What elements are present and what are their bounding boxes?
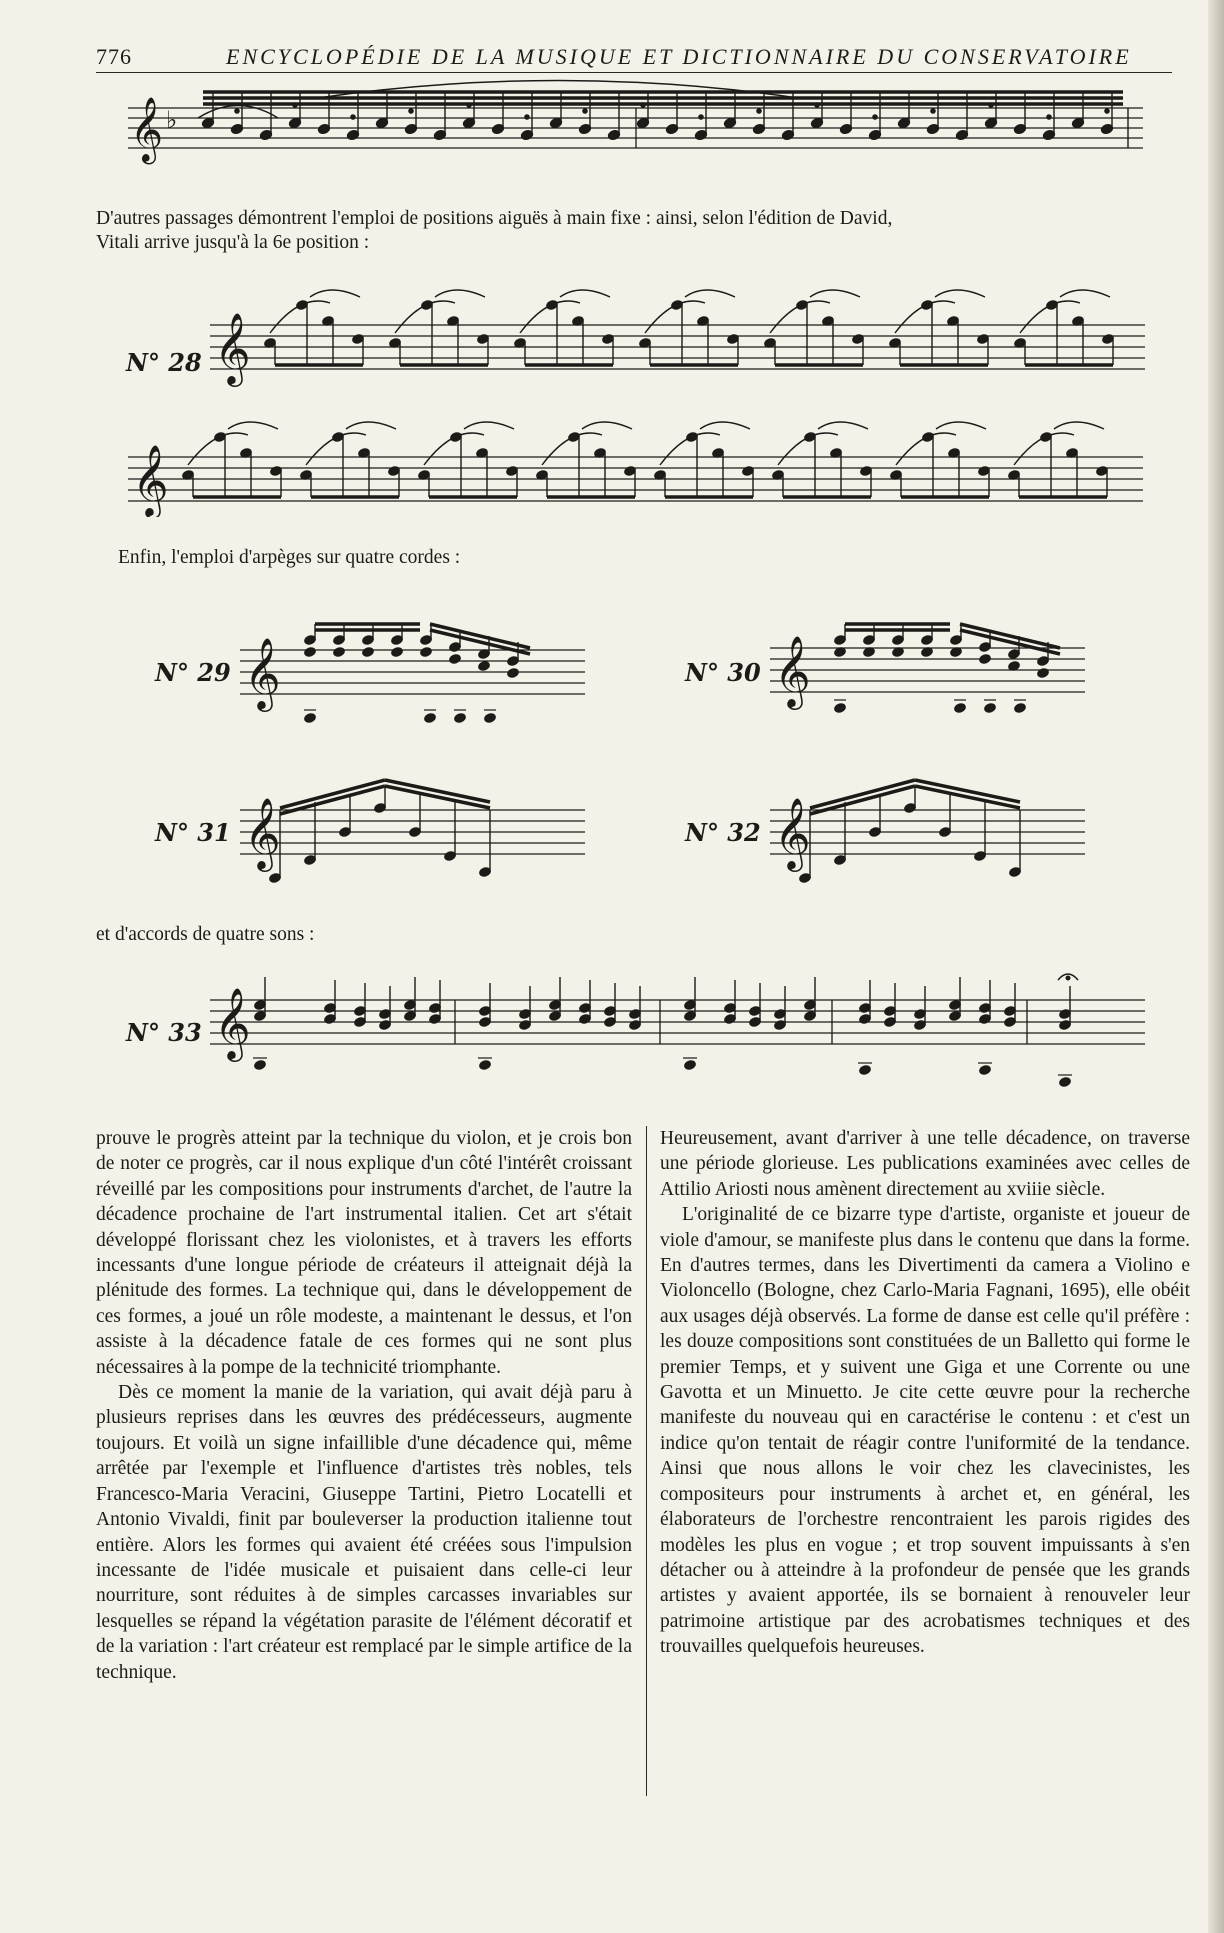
music-staff-ex33 [210, 960, 1150, 1110]
note-head [477, 660, 490, 671]
right-column [660, 1126, 1190, 1660]
arpeggio-intro: Enfin, l'emploi d'arpèges sur quatre cordes : [118, 547, 461, 568]
note-head [423, 712, 436, 723]
music-staff-ex28-2 [128, 402, 1148, 517]
note-head [858, 1064, 871, 1075]
example-label-30: N° 30 [685, 658, 761, 687]
page-number: 776 [96, 44, 132, 69]
svg-text:𝄞: 𝄞 [774, 796, 811, 869]
note-head [253, 1059, 266, 1070]
running-title: ENCYCLOPÉDIE DE LA MUSIQUE ET DICTIONNAIRE DU CONSERVATOIRE [226, 44, 1132, 69]
left-column [96, 1126, 632, 1685]
example-label-28: N° 28 [126, 348, 202, 377]
music-staff-ex31 [240, 760, 590, 900]
note-head [833, 702, 846, 713]
right-paragraph-2: L'originalité de ce bizarre type d'artiste, organiste et joueur de viole d'amour, se manifeste plus dans le contenu que dans la forme. En d'autres termes, dans les Divertimenti da camera a Violino e Violoncello (Bologne, chez Carlo-Maria Fagnani, 1695), elle obéit aux usages déjà observés. La forme de danse est celle qu'il préfère : les douze compositions sont constituées de un Balletto qui forme le premier Temps, et y suivent une Giga et une Corrente ou une Gavotta et un Minuetto. Je cite cette œuvre pour la recherche manifeste du nouveau qui en caractérise le contenu : et c'est un indice qu'on tentait de réagir contre l'uniformité de la tendance. Ainsi que nous allons le voir chez les clavecinistes, les compositeurs pour instruments à archet et, en général, les élaborateurs de l'orchestre rencontraient les parois rigides des modèles les plus en vogue ; et trop souvent impuissants à s'en détacher ou à atteindre à la profondeur de pensée que les grands artistes y avaient apportée, ils se bornaient à renouveler leur patrimoine artistique par des acrobatismes techniques et des trouvailles quelquefois heureuses. [660, 1204, 1190, 1658]
left-paragraph-2: Dès ce moment la manie de la variation, qui avait déjà paru à plusieurs reprises dans les œuvres des prédécesseurs, augmente toujours. Et voilà un signe infaillible d'une décadence qui, même arrêtée par l'exemple et l'influence d'artistes très nobles, tels Francesco-Maria Veracini, Giuseppe Tartini, Pietro Locatelli et Antonio Vivaldi, finit par bouleverser la production italienne tout entière. Alors les formes qui avaient été créées sous l'impulsion incessante de l'idée musicale et puisaient dans celle-ci leur nourriture, sont réduites à de simples carcasses invariables sur lesquelles se répand la végétation parasite de l'élément décoratif et de la variation : l'art créateur est remplacé par le simple artifice de la technique. [96, 1382, 632, 1683]
note-head [419, 646, 432, 657]
music-staff-ex32 [770, 760, 1090, 900]
note-head [953, 702, 966, 713]
example-label-29: N° 29 [155, 658, 231, 687]
svg-text:𝄞: 𝄞 [244, 636, 281, 709]
note-head [483, 712, 496, 723]
note-head [478, 1059, 491, 1070]
right-paragraph-1: Heureusement, avant d'arriver à une telle décadence, on traverse une période glorieuse. Les publications examinées avec celles de Attilio Ariosti nous amènent directement au xviiie siècle. [660, 1128, 1190, 1200]
note-head [448, 653, 461, 664]
note-head [506, 667, 519, 678]
column-divider [646, 1126, 647, 1796]
example-label-33: N° 33 [126, 1018, 202, 1047]
note-head [1058, 1076, 1071, 1087]
svg-text:𝄞: 𝄞 [214, 311, 251, 384]
note-head [978, 1064, 991, 1075]
music-staff-ex30 [770, 590, 1090, 740]
example-label-32: N° 32 [685, 818, 761, 847]
left-paragraph-1: prouve le progrès atteint par la technique du violon, et je crois bon de noter ce progrès, car il nous explique d'un côté l'intérêt croissant réveillé par les compositions pour instruments d'archet, de l'autre la décadence prochaine de l'art instrumental italien. Cet art s'était développé florissant chez les violonistes, et à travers les efforts incessants d'une longue période de créateurs il atteignait déjà la plénitude des formes. La technique qui, dans le développement de ces formes, a joué un rôle modeste, a maintenant le dessus, et l'on assiste à la décadence fatale de ces formes qui ne sont plus nécessaires à la pompe de la technicité triomphante. [96, 1128, 632, 1378]
svg-text:𝄞: 𝄞 [774, 634, 811, 707]
note-head [1036, 667, 1049, 678]
svg-text:𝄞: 𝄞 [132, 443, 169, 516]
note-head [303, 646, 316, 657]
intro-line-2: Vitali arrive jusqu'à la 6e position : [96, 232, 370, 253]
note-head [303, 712, 316, 723]
page-edge-shadow [1208, 0, 1224, 1933]
example-label-31: N° 31 [155, 818, 231, 847]
note-head [361, 646, 374, 657]
intro-line-1: D'autres passages démontrent l'emploi de positions aiguës à main fixe : ainsi, selon l'édition de David, [96, 208, 893, 229]
note-head [683, 1059, 696, 1070]
svg-text:𝄞: 𝄞 [244, 796, 281, 869]
note-head [332, 646, 345, 657]
svg-text:♭: ♭ [166, 106, 178, 134]
note-head [390, 646, 403, 657]
music-staff-ex29 [240, 600, 590, 740]
chords-intro: et d'accords de quatre sons : [96, 924, 315, 945]
running-header [96, 42, 1172, 73]
note-head [1013, 702, 1026, 713]
note-head [983, 702, 996, 713]
music-staff-top [128, 78, 1148, 178]
note-head [978, 653, 991, 664]
music-staff-ex28-1 [210, 275, 1150, 395]
svg-text:𝄞: 𝄞 [130, 97, 164, 162]
svg-text:𝄞: 𝄞 [214, 986, 251, 1059]
note-head [453, 712, 466, 723]
